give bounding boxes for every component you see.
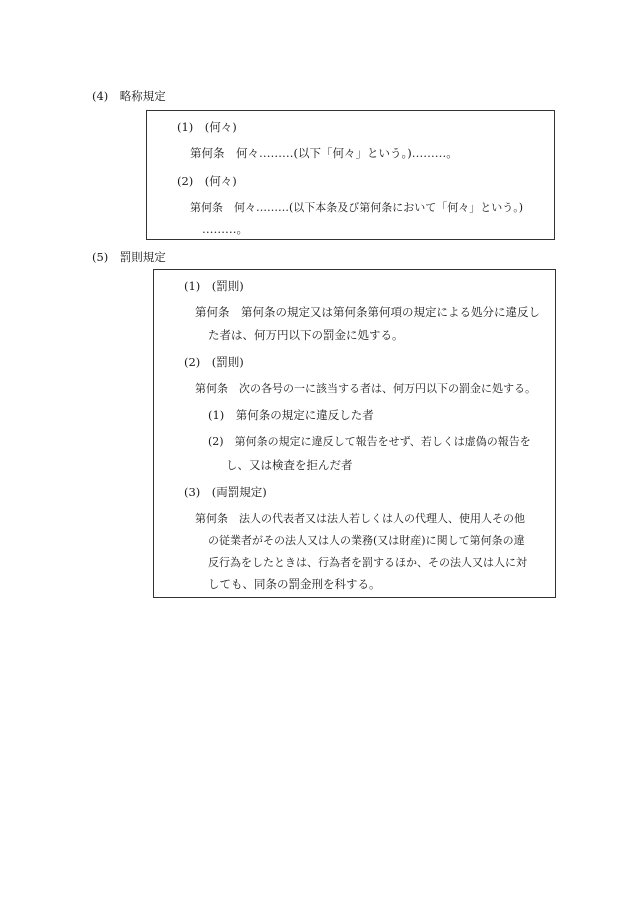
sec5-item1-label: (1) (罰則) [184, 279, 244, 293]
sec5-item3-line1: 第何条 法人の代表者又は法人若しくは人の代理人、使用人その他 [195, 512, 525, 525]
sec4-item2-label: (2) (何々) [177, 174, 237, 188]
sec4-item1-body: 第何条 何々………(以下「何々」という。)………。 [190, 146, 458, 160]
sec5-item1-body-line2: た者は、何万円以下の罰金に処する。 [208, 328, 404, 342]
sec5-item3-line3: 反行為をしたときは、行為者を罰するほか、その法人又は人に対 [208, 556, 527, 569]
sec4-item2-body-line1: 第何条 何々………(以下本条及び第何条において「何々」という。) [190, 201, 524, 214]
section-5-heading: (5) 罰則規定 [92, 250, 166, 264]
sec5-item3-line4: しても、同条の罰金刑を科する。 [208, 577, 381, 591]
sec5-item3-line2: の従業者がその法人又は人の業務(又は財産)に関して第何条の違 [208, 534, 525, 547]
sec5-item2-sub2-line1: (2) 第何条の規定に違反して報告をせず、若しくは虚偽の報告を [208, 435, 531, 448]
section-4-box [146, 110, 555, 240]
sec4-item2-body-line2: ………。 [202, 222, 248, 236]
sec5-item1-body-line1: 第何条 第何条の規定又は第何条第何項の規定による処分に違反し [195, 305, 540, 319]
sec5-item2-body: 第何条 次の各号の一に該当する者は、何万円以下の罰金に処する。 [195, 382, 536, 395]
sec5-item3-label: (3) (両罰規定) [184, 485, 267, 499]
sec5-item2-sub2-line2: し、又は検査を拒んだ者 [226, 458, 353, 472]
section-4-heading: (4) 略称規定 [92, 89, 166, 103]
section-5-box [153, 269, 556, 598]
sec4-item1-label: (1) (何々) [177, 120, 237, 134]
sec5-item2-sub1: (1) 第何条の規定に違反した者 [208, 408, 374, 422]
sec5-item2-label: (2) (罰則) [184, 355, 244, 369]
